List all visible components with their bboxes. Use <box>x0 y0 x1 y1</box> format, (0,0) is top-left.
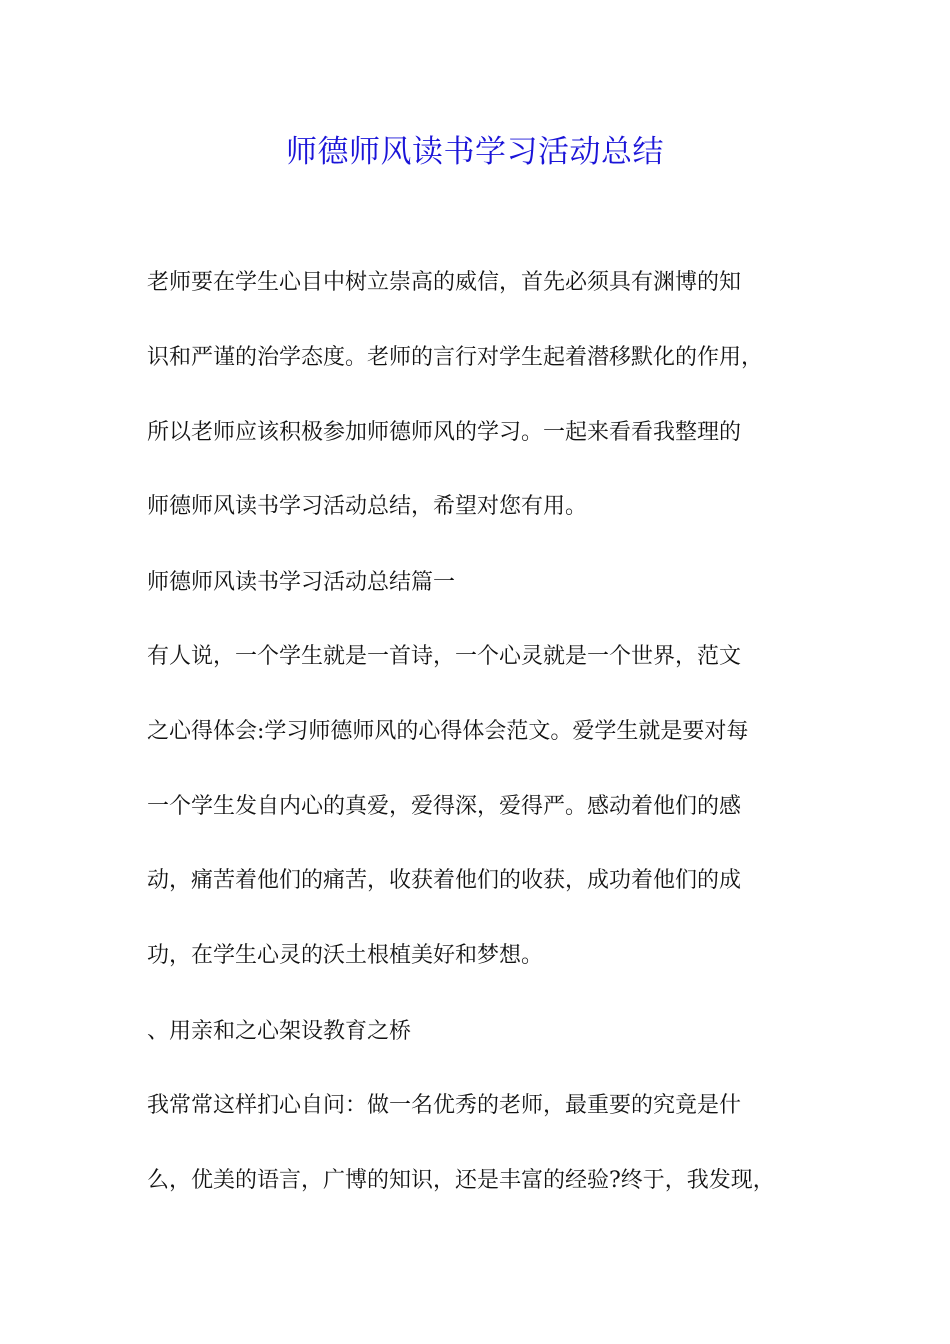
paragraph-line: 我常常这样扪心自问：做一名优秀的老师，最重要的究竟是什 <box>147 1093 742 1118</box>
intro-line: 识和严谨的治学态度。老师的言行对学生起着潜移默化的作用， <box>147 344 764 370</box>
section-heading-text: 师德师风读书学习活动总结篇一 <box>147 570 456 595</box>
intro-line: 所以老师应该积极参加师德师风的学习。一起来看看我整理的 <box>147 419 742 445</box>
paragraph-line: 动，痛苦着他们的痛苦，收获着他们的收获，成功着他们的成 <box>147 868 742 894</box>
subheading <box>147 995 807 1070</box>
paragraph-line: 么，优美的语言，广博的知识，还是丰富的经验?终于，我发现， <box>147 1167 775 1193</box>
paragraph-2 <box>147 1069 807 1219</box>
paragraph-line: 一个学生发自内心的真爱，爱得深，爱得严。感动着他们的感 <box>147 793 742 819</box>
paragraph-1 <box>147 620 807 994</box>
paragraph-line: 有人说，一个学生就是一首诗，一个心灵就是一个世界，范文 <box>147 644 742 669</box>
paragraph-line: 功，在学生心灵的沃土根植美好和梦想。 <box>147 943 544 969</box>
paragraph-line: 之心得体会:学习师德师风的心得体会范文。爱学生就是要对每 <box>147 718 749 744</box>
section-heading <box>147 546 807 621</box>
intro-line: 师德师风读书学习活动总结，希望对您有用。 <box>147 494 588 520</box>
subheading-text: 、用亲和之心架设教育之桥 <box>147 1019 412 1044</box>
document-title: 师德师风读书学习活动总结 <box>286 134 664 170</box>
intro-paragraph <box>147 246 807 545</box>
intro-line: 老师要在学生心目中树立崇高的威信，首先必须具有渊博的知 <box>147 270 742 295</box>
